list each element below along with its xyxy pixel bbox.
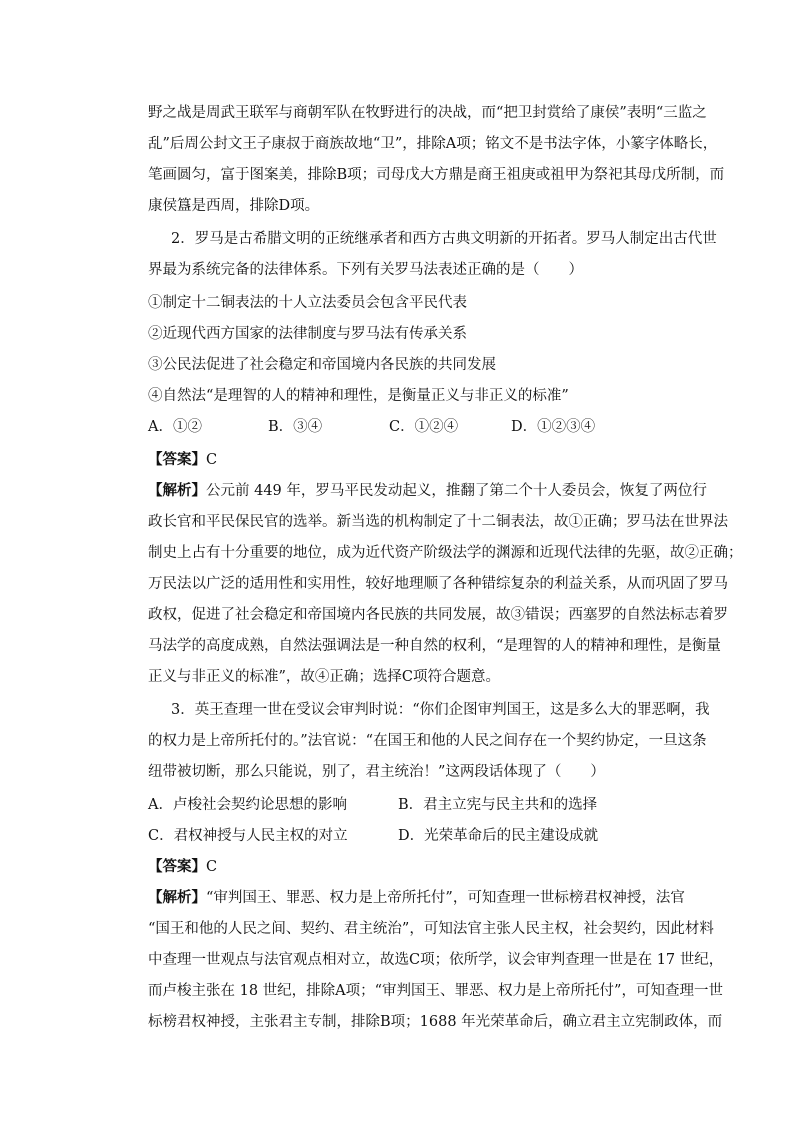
question-2-item: ①制定十二铜表法的十人立法委员会包含平民代表: [148, 295, 467, 311]
question-2-stem: 2．罗马是古希腊文明的正统继承者和西方古典文明新的开拓者。罗马人制定出古代世: [171, 231, 717, 247]
analysis-line: 正义与非正义的标准”，故④正确；选择C项符合题意。: [148, 669, 501, 685]
text-line: 笔画圆匀，富于图案美，排除B项；司母戊大方鼎是商王祖庚或祖甲为祭祀其母戊所制，而: [148, 167, 725, 183]
analysis-text: 公元前 449 年，罗马平民发动起义，推翻了第二个十人委员会，恢复了两位行: [206, 483, 707, 499]
question-2-answer: [148, 450, 217, 470]
answer-label: 【答案】: [148, 858, 206, 875]
question-3-stem: 3．英王查理一世在受议会审判时说：“你们企图审判国王，这是多么大的罪恶啊，我: [171, 702, 710, 718]
analysis-line: “国王和他的人民之间、契约、君主统治”，可知法官主张人民主权，社会契约，因此材料: [148, 921, 714, 937]
analysis-text: “审判国王、罪恶、权力是上帝所托付”，可知查理一世标榜君权神授，法官: [206, 890, 685, 906]
question-2-option-a: A．①②: [148, 419, 202, 435]
analysis-line: 政长官和平民保民官的选举。新当选的机构制定了十二铜表法，故①正确；罗马法在世界法: [148, 514, 728, 530]
text-line: 野之战是周武王联军与商朝军队在牧野进行的决战，而“把卫封赏给了康侯”表明“三监之: [148, 105, 707, 121]
question-3-stem: 的权力是上帝所托付的。”法官说：“在国王和他的人民之间存在一个契约协定，一旦这条: [148, 733, 707, 749]
question-2-item: ④自然法“是理智的人的精神和理性，是衡量正义与非正义的标准”: [148, 388, 569, 404]
question-2-option-d: D．①②③④: [511, 419, 596, 435]
text-line: 康侯簋是西周，排除D项。: [148, 198, 320, 214]
analysis-line: 万民法以广泛的适用性和实用性，较好地理顺了各种错综复杂的利益关系，从而巩固了罗马: [148, 576, 728, 592]
analysis-line: 而卢梭主张在 18 世纪，排除A项；“审判国王、罪恶、权力是上帝所托付”，可知查理一世: [148, 983, 723, 999]
analysis-line: 标榜君权神授，主张君主专制，排除B项；1688 年光荣革命后，确立君主立宪制政体，而: [148, 1014, 723, 1030]
analysis-line: 中查理一世观点与法官观点相对立，故选C项；依所学，议会审判查理一世是在 17 世纪，: [148, 952, 724, 968]
question-2-analysis: [148, 481, 707, 501]
analysis-line: 马法学的高度成熟，自然法强调法是一种自然的权利，“是理智的人的精神和理性，是衡量: [148, 638, 721, 654]
answer-value: C: [206, 452, 218, 468]
analysis-label: 【解析】: [148, 889, 206, 906]
question-2-option-b: B．③④: [268, 419, 323, 435]
question-3-stem: 纽带被切断，那么只能说，别了，君主统治！”这两段话体现了（ ）: [148, 764, 605, 780]
question-3-option-a: A．卢梭社会契约论思想的影响: [148, 797, 347, 813]
question-2-option-c: C．①②④: [389, 419, 459, 435]
question-3-option-d: D．光荣革命后的民主建设成就: [398, 828, 599, 844]
analysis-line: 政权，促进了社会稳定和帝国境内各民族的共同发展，故③错误；西塞罗的自然法标志着罗: [148, 607, 728, 623]
answer-value: C: [206, 859, 218, 875]
analysis-line: 制史上占有十分重要的地位，成为近代资产阶级法学的渊源和近现代法律的先驱，故②正确；: [148, 545, 743, 561]
question-2-stem: 界最为系统完备的法律体系。下列有关罗马法表述正确的是（ ）: [148, 262, 583, 278]
question-2-item: ③公民法促进了社会稳定和帝国境内各民族的共同发展: [148, 357, 496, 373]
question-3-option-b: B．君主立宪与民主共和的选择: [398, 797, 598, 813]
question-3-answer: [148, 857, 217, 877]
question-3-option-c: C．君权神授与人民主权的对立: [148, 828, 348, 844]
text-line: 乱”后周公封文王子康叔于商族故地“卫”，排除A项；铭文不是书法字体，小篆字体略长，: [148, 136, 718, 152]
answer-label: 【答案】: [148, 451, 206, 468]
question-3-analysis: [148, 888, 685, 908]
question-2-item: ②近现代西方国家的法律制度与罗马法有传承关系: [148, 326, 467, 342]
analysis-label: 【解析】: [148, 482, 206, 499]
